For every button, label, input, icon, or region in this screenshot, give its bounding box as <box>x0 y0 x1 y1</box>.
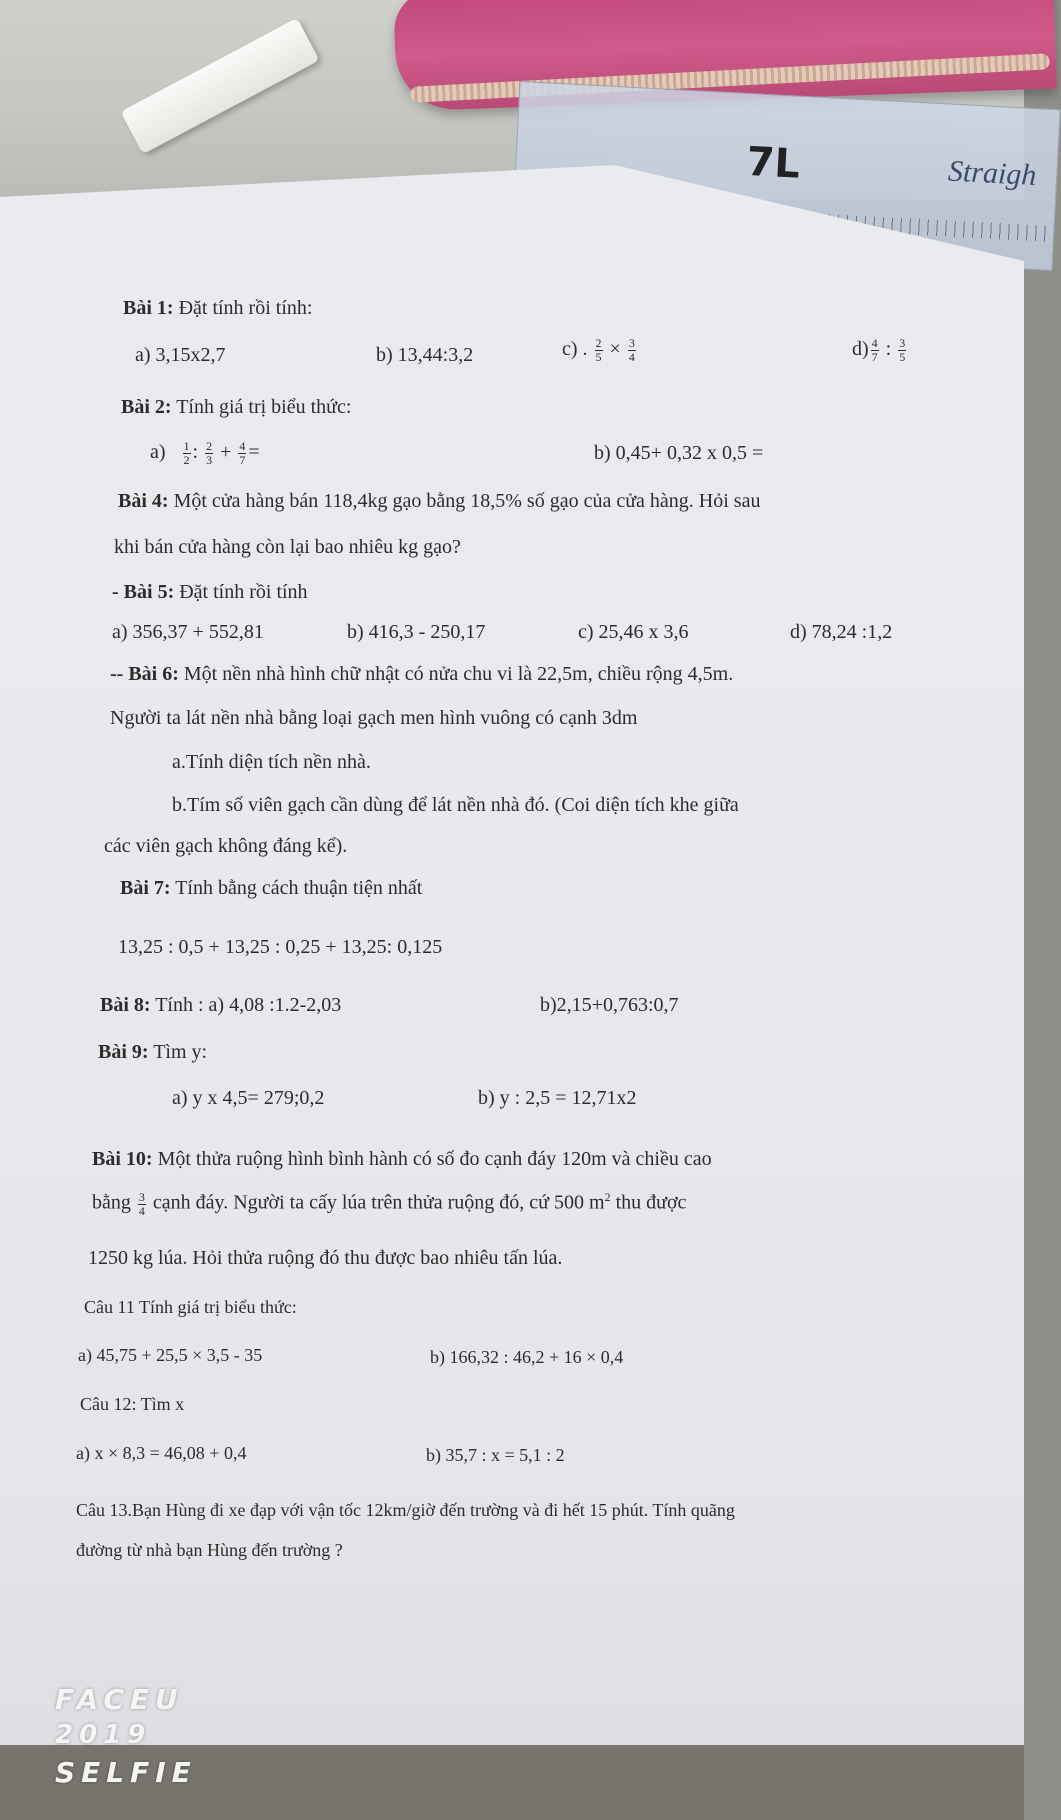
cau12-a: a) x × 8,3 = 46,08 + 0,4 <box>76 1443 247 1463</box>
watermark-selfie: SELFIE <box>55 1756 197 1789</box>
bai1-d: d) $\frac{4}{7}$ : $\frac{3}{5}$ <box>852 336 906 364</box>
watermark-faceu: FACEU <box>55 1683 184 1716</box>
bai2-a: a) $\frac{1}{2}$ : $\frac{2}{3}$ + $\frac{4}{7}$ = <box>150 439 260 467</box>
bai1-b: b) 13,44:3,2 <box>376 344 474 366</box>
fraction: $\frac{3}{4}$ <box>138 1189 145 1218</box>
bai5-c: c) 25,46 x 3,6 <box>578 621 689 643</box>
bai6-b2: các viên gạch không đáng kể). <box>104 835 348 857</box>
bai6-b1: b.Tím số viên gạch cần dùng để lát nền nhà đó. (Coi diện tích khe giữa <box>172 794 739 816</box>
bai9-b: b) y : 2,5 = 12,71x2 <box>478 1087 637 1109</box>
bai1-c: c) . $\frac{2}{5}$ × $\frac{3}{4}$ <box>562 336 635 364</box>
cau11-a: a) 45,75 + 25,5 × 3,5 - 35 <box>78 1345 263 1365</box>
fraction: $\frac{3}{5}$ <box>899 336 906 364</box>
bai8-b: b)2,15+0,763:0,7 <box>540 994 679 1016</box>
bai5-heading: - Bài 5: Đặt tính rồi tính <box>112 581 308 603</box>
bai1-heading: Bài 1: Đặt tính rồi tính: <box>123 297 313 319</box>
bai2-b: b) 0,45+ 0,32 x 0,5 = <box>594 442 764 464</box>
watermark-year: 2019 <box>55 1720 152 1750</box>
fraction: $\frac{4}{7}$ <box>239 439 246 467</box>
fraction: $\frac{1}{2}$ <box>183 439 190 467</box>
cau11-heading: Câu 11 Tính giá trị biểu thức: <box>84 1297 297 1317</box>
fraction: $\frac{2}{3}$ <box>206 439 213 467</box>
bai7-heading: Bài 7: Tính bằng cách thuận tiện nhất <box>120 877 423 899</box>
bai5-b: b) 416,3 - 250,17 <box>347 621 486 643</box>
bai6-line1: -- Bài 6: Một nền nhà hình chữ nhật có nửa chu vi là 22,5m, chiều rộng 4,5m. <box>110 663 734 685</box>
bai5-d: d) 78,24 :1,2 <box>790 621 893 643</box>
fraction: $\frac{3}{4}$ <box>628 336 635 364</box>
bai1-a: a) 3,15x2,7 <box>135 344 226 366</box>
bai8-a: Bài 8: Tính : a) 4,08 :1.2-2,03 <box>100 994 342 1016</box>
bai5-a: a) 356,37 + 552,81 <box>112 621 264 643</box>
bai10-line3: 1250 kg lúa. Hỏi thửa ruộng đó thu được bao nhiêu tấn lúa. <box>88 1247 563 1269</box>
ruler-logo: 7L <box>745 138 802 188</box>
cau11-b: b) 166,32 : 46,2 + 16 × 0,4 <box>430 1347 624 1367</box>
cau13-line1: Câu 13.Bạn Hùng đi xe đạp với vận tốc 12km/giờ đến trường và đi hết 15 phút. Tính quãng <box>76 1500 735 1520</box>
bai10-line1: Bài 10: Một thửa ruộng hình bình hành có số đo cạnh đáy 120m và chiều cao <box>92 1148 712 1170</box>
bai6-a: a.Tính diện tích nền nhà. <box>172 751 371 773</box>
cau12-b: b) 35,7 : x = 5,1 : 2 <box>426 1445 565 1465</box>
bai9-heading: Bài 9: Tìm y: <box>98 1041 208 1063</box>
cau13-line2: đường từ nhà bạn Hùng đến trường ? <box>76 1540 343 1560</box>
fraction: $\frac{4}{7}$ <box>871 336 878 364</box>
bai10-line2: bằng $\frac{3}{4}$ cạnh đáy. Người ta cấy lúa trên thửa ruộng đó, cứ 500 $m^2$ thu được <box>92 1189 687 1218</box>
fraction: $\frac{2}{5}$ <box>595 336 602 364</box>
bai9-a: a) y x 4,5= 279;0,2 <box>172 1087 325 1109</box>
bai2-heading: Bài 2: Tính giá trị biểu thức: <box>121 396 352 418</box>
ruler-brand: Straigh <box>947 154 1038 193</box>
bai7-expr: 13,25 : 0,5 + 13,25 : 0,25 + 13,25: 0,125 <box>118 936 443 958</box>
bai6-line2: Người ta lát nền nhà bằng loại gạch men hình vuông có cạnh 3dm <box>110 707 638 729</box>
bai4-line1: Bài 4: Một cửa hàng bán 118,4kg gạo bằng 18,5% số gạo của cửa hàng. Hỏi sau <box>118 490 761 512</box>
bai4-line2: khi bán cửa hàng còn lại bao nhiêu kg gạo? <box>114 536 461 558</box>
cau12-heading: Câu 12: Tìm x <box>80 1394 185 1414</box>
